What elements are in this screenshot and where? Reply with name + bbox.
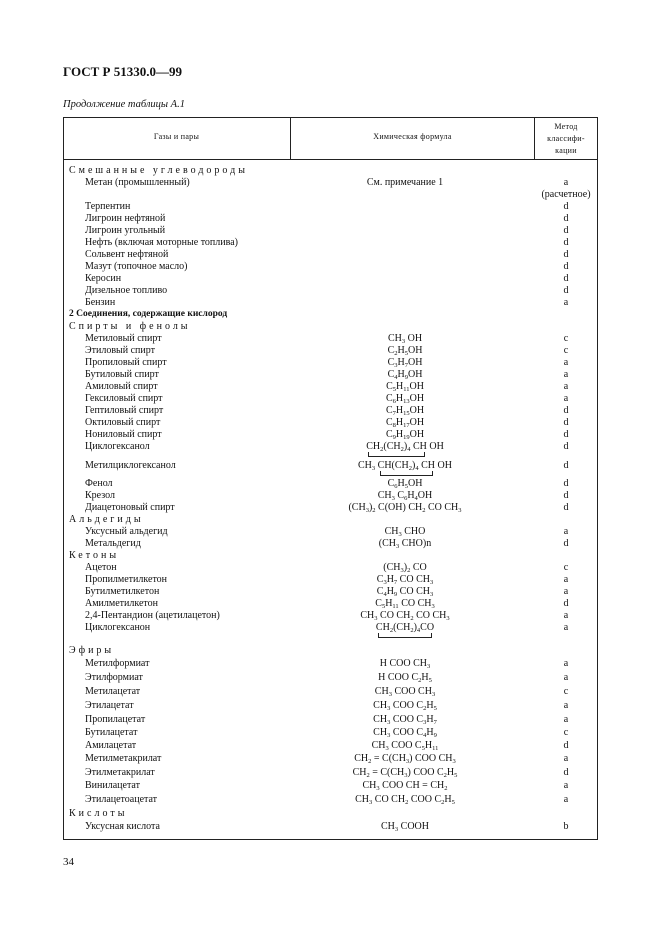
classification-method: c — [563, 727, 569, 738]
classification-method: a — [563, 369, 569, 380]
substance-name: Циклогексанон — [85, 622, 151, 633]
chemical-formula: H COO $C_2H_5$ — [378, 672, 432, 684]
page-number: 34 — [63, 856, 74, 868]
group-title: Кетоны — [69, 550, 120, 561]
substance-name: Метиловый спирт — [85, 333, 162, 344]
classification-method: d — [563, 261, 569, 272]
substance-name: Метилацетат — [85, 686, 141, 697]
group-title: Спирты и фенолы — [69, 321, 191, 332]
classification-method: a — [563, 381, 569, 392]
group-title: Альдегиды — [69, 514, 144, 525]
chemical-formula: H COO $CH_3$ — [379, 658, 431, 670]
chemical-formula: $CH_2(CH_2)_4$ CH OH — [366, 441, 444, 453]
chemical-formula: $(CH_3)_2$ CO — [383, 562, 427, 574]
classification-method: a — [563, 526, 569, 537]
classification-method: c — [563, 562, 569, 573]
chemical-formula: $CH_2 = C(CH_3)$ COO $CH_3$ — [354, 753, 456, 765]
chemical-formula: $C_3H_7OH$ — [387, 357, 423, 369]
chemical-formula: $CH_3$ $CH(CH_2)_4$ CH OH — [358, 460, 452, 472]
classification-method: a — [563, 780, 569, 791]
classification-method: a — [563, 297, 569, 308]
chemical-formula: $CH_3$ COO $CH_3$ — [374, 686, 436, 698]
classification-method: a — [563, 622, 569, 633]
classification-method: b — [563, 821, 569, 832]
classification-method: a — [563, 586, 569, 597]
group-title: Эфиры — [69, 645, 115, 656]
chemical-formula: $CH_3$ COO $C_4H_9$ — [373, 727, 437, 739]
classification-method: a — [563, 574, 569, 585]
substance-name: Амиловый спирт — [85, 381, 158, 392]
classification-method: d — [563, 201, 569, 212]
chemical-formula: $C_4H_9$ CO $CH_3$ — [376, 586, 434, 598]
classification-method: c — [563, 333, 569, 344]
method-header-line: Метод — [554, 122, 578, 131]
classification-method: a — [563, 610, 569, 621]
document-title: ГОСТ Р 51330.0—99 — [63, 64, 182, 79]
substance-name: Нониловый спирт — [85, 429, 162, 440]
classification-method: d — [563, 417, 569, 428]
classification-method: d — [563, 213, 569, 224]
chemical-formula: $CH_3$ COO $C_2H_5$ — [373, 700, 437, 712]
substance-name: Этилформиат — [85, 672, 143, 683]
classification-method: a — [563, 177, 569, 188]
classification-method: d — [563, 490, 569, 501]
substance-name: Уксусный альдегид — [85, 526, 168, 537]
chemical-formula: $(CH_3)_2$ C(OH) $CH_2$ CO $CH_3$ — [348, 502, 462, 514]
substance-name: Керосин — [85, 273, 122, 284]
substance-name: Этилметакрилат — [85, 767, 155, 778]
substance-name: Циклогексанол — [85, 441, 150, 452]
classification-method: d — [563, 249, 569, 260]
column-header-gases: Газы и пары — [153, 132, 200, 141]
group-title: 2 Соединения, содержащие кислород — [69, 309, 228, 319]
chemical-formula: $C_7H_{15}OH$ — [385, 405, 425, 417]
classification-method: (расчетное) — [541, 189, 591, 200]
substance-name: Уксусная кислота — [85, 821, 160, 832]
classification-method: d — [563, 429, 569, 440]
chemical-formula: $C_5H_{11}OH$ — [386, 381, 424, 393]
substance-name: Гептиловый спирт — [85, 405, 164, 416]
substance-name: Метан (промышленный) — [85, 177, 190, 188]
chemical-formula: См. примечание 1 — [366, 177, 444, 188]
classification-method: d — [563, 441, 569, 452]
chemical-formula: $C_4H_9OH$ — [387, 369, 423, 381]
classification-method: d — [563, 405, 569, 416]
classification-method: d — [563, 478, 569, 489]
chemical-formula: $C_6H_{13}OH$ — [385, 393, 425, 405]
substance-name: Бутилметилкетон — [85, 586, 160, 597]
substance-name: Метилформиат — [85, 658, 150, 669]
classification-method: d — [563, 237, 569, 248]
classification-method: d — [563, 598, 569, 609]
group-title: Кислоты — [69, 808, 128, 819]
chemical-formula: $CH_3$ $C_6H_4OH$ — [377, 490, 433, 502]
chemical-formula: $C_2H_5OH$ — [387, 345, 423, 357]
substance-name: Пропилметилкетон — [85, 574, 168, 585]
chemical-formula: $CH_2 = C(CH_3)$ COO $C_2H_5$ — [352, 767, 458, 779]
column-header-method — [535, 121, 597, 157]
chemical-formula: $CH_3$ COO $C_3H_7$ — [373, 714, 437, 726]
method-header-line: классифи- — [547, 134, 585, 143]
substance-name: Этиловый спирт — [85, 345, 155, 356]
classification-method: d — [563, 767, 569, 778]
classification-method: a — [563, 794, 569, 805]
substance-name: Амилметилкетон — [85, 598, 159, 609]
substance-name: Пропиловый спирт — [85, 357, 167, 368]
header-divider — [63, 159, 598, 160]
substance-name: Винилацетат — [85, 780, 140, 791]
table-continuation-caption: Продолжение таблицы А.1 — [63, 99, 185, 110]
classification-method: d — [563, 273, 569, 284]
substance-name: Сольвент нефтяной — [85, 249, 169, 260]
substance-name: Крезол — [85, 490, 115, 501]
chemical-formula: $C_6H_5OH$ — [387, 478, 423, 490]
chemical-formula: $C_9H_{19}OH$ — [385, 429, 425, 441]
classification-method: d — [563, 538, 569, 549]
chemical-formula: $CH_3$ OH — [387, 333, 423, 345]
substance-name: Диацетоновый спирт — [85, 502, 175, 513]
substance-name: Мазут (топочное масло) — [85, 261, 188, 272]
classification-method: d — [563, 460, 569, 471]
substance-name: Амилацетат — [85, 740, 137, 751]
classification-method: d — [563, 225, 569, 236]
substance-name: Терпентин — [85, 201, 131, 212]
substance-name: Метилциклогексанол — [85, 460, 176, 471]
classification-method: a — [563, 714, 569, 725]
substance-name: Лигроин нефтяной — [85, 213, 166, 224]
chemical-formula: $C_8H_{17}OH$ — [385, 417, 425, 429]
column-header-formula: Химическая формула — [373, 132, 452, 141]
chemical-formula: $CH_3$ COO CH = $CH_2$ — [362, 780, 448, 792]
substance-name: Ацетон — [85, 562, 117, 573]
classification-method: a — [563, 658, 569, 669]
substance-name: Этилацетоацетат — [85, 794, 158, 805]
substance-name: Этилацетат — [85, 700, 134, 711]
substance-name: Пропилацетат — [85, 714, 146, 725]
substance-name: Бутилацетат — [85, 727, 138, 738]
substance-name: Лигроин угольный — [85, 225, 166, 236]
classification-method: c — [563, 686, 569, 697]
classification-method: a — [563, 357, 569, 368]
group-title: Смешанные углеводороды — [69, 165, 248, 176]
chemical-formula: $CH_3$ COO $C_5H_{11}$ — [371, 740, 439, 752]
substance-name: Бензин — [85, 297, 116, 308]
classification-method: a — [563, 700, 569, 711]
substance-name: 2,4-Пентандион (ацетилацетон) — [85, 610, 220, 621]
chemical-formula: $CH_3$ CO $CH_2$ COO $C_2H_5$ — [355, 794, 455, 806]
substance-name: Октиловый спирт — [85, 417, 161, 428]
classification-method: a — [563, 393, 569, 404]
classification-method: d — [563, 285, 569, 296]
classification-method: d — [563, 740, 569, 751]
chemical-formula: $CH_2(CH_2)_4CO$ — [375, 622, 435, 634]
substance-name: Метальдегид — [85, 538, 141, 549]
substance-name: Бутиловый спирт — [85, 369, 159, 380]
chemical-formula: $CH_3$ CHO — [384, 526, 426, 538]
substance-name: Нефть (включая моторные топлива) — [85, 237, 238, 248]
classification-method: a — [563, 753, 569, 764]
chemical-formula: $C_5H_{11}$ CO $CH_3$ — [375, 598, 435, 610]
chemical-formula: ($CH_3$ CHO)n — [378, 538, 432, 550]
chemical-formula: $CH_3$ COOH — [381, 821, 429, 833]
chemical-formula: $C_3H_7$ CO $CH_3$ — [376, 574, 434, 586]
substance-name: Дизельное топливо — [85, 285, 168, 296]
method-header-line: кации — [555, 146, 577, 155]
substance-name: Метилметакрилат — [85, 753, 162, 764]
chemical-formula: $CH_3$ CO $CH_2$ CO $CH_3$ — [360, 610, 450, 622]
classification-method: a — [563, 672, 569, 683]
classification-method: d — [563, 502, 569, 513]
substance-name: Фенол — [85, 478, 113, 489]
substance-name: Гексиловый спирт — [85, 393, 163, 404]
classification-method: c — [563, 345, 569, 356]
